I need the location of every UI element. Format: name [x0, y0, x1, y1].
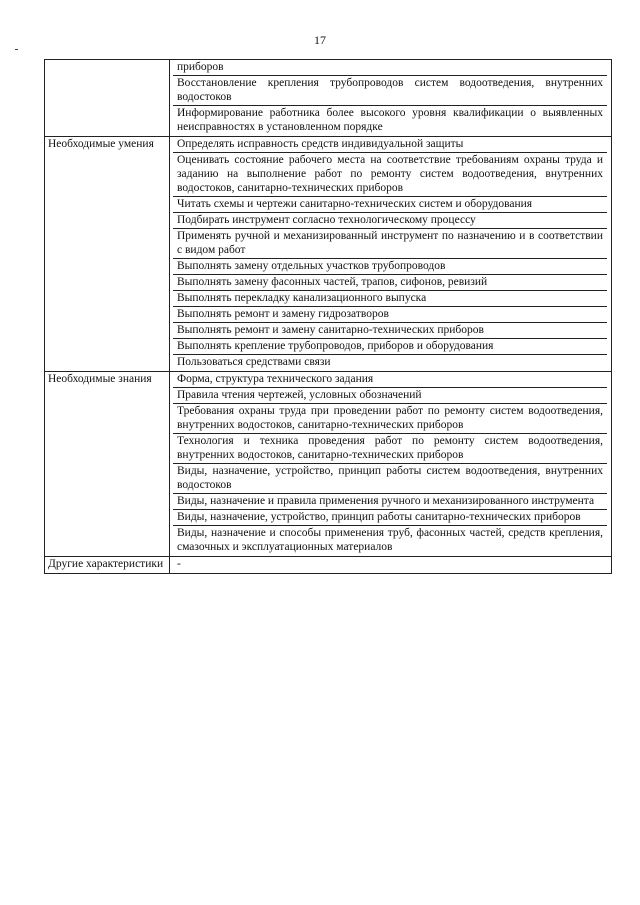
row-label: Необходимые умения [45, 137, 170, 372]
list-item: Выполнять замену фасонных частей, трапов, сифонов, ревизий [173, 274, 607, 290]
list-item: Выполнять замену отдельных участков трубопроводов [173, 258, 607, 274]
scan-mark [15, 49, 18, 50]
list-item: Выполнять крепление трубопроводов, приборов и оборудования [173, 338, 607, 354]
list-item: Технология и техника проведения работ по ремонту систем водоотведения, внутренних водостоков, санитарно-технических приборов [173, 433, 607, 463]
list-item: Выполнять перекладку канализационного выпуска [173, 290, 607, 306]
table-row [45, 60, 612, 137]
row-label [45, 60, 170, 137]
table-row [45, 137, 612, 372]
list-item: Информирование работника более высокого уровня квалификации о выявленных неисправностях в установленном порядке [173, 105, 607, 135]
list-item: Читать схемы и чертежи санитарно-технических систем и оборудования [173, 196, 607, 212]
list-item: Пользоваться средствами связи [173, 354, 607, 370]
list-item: Применять ручной и механизированный инструмент по назначению и в соответствии с видом работ [173, 228, 607, 258]
list-item: Подбирать инструмент согласно технологическому процессу [173, 212, 607, 228]
row-items [170, 372, 612, 557]
list-item: Оценивать состояние рабочего места на соответствие требованиям охраны труда и заданию на выполнение работ по ремонту систем водоотведения, внутренних водостоков, санитарно-технических приборов [173, 152, 607, 196]
list-item: Определять исправность средств индивидуальной защиты [177, 138, 464, 150]
row-items [170, 137, 612, 372]
list-item: Выполнять ремонт и замену гидрозатворов [173, 306, 607, 322]
list-item: приборов [177, 61, 224, 73]
page-number: 17 [314, 33, 326, 47]
list-item: Выполнять ремонт и замену санитарно-технических приборов [173, 322, 607, 338]
list-item: Виды, назначение и правила применения ручного и механизированного инструмента [173, 493, 607, 509]
row-items [170, 60, 612, 137]
list-item: Восстановление крепления трубопроводов систем водоотведения, внутренних водостоков [173, 75, 607, 105]
competency-table [44, 59, 612, 574]
table-row [45, 372, 612, 557]
table-row [45, 557, 612, 574]
list-item: - [177, 558, 181, 570]
list-item: Виды, назначение, устройство, принцип работы санитарно-технических приборов [173, 509, 607, 525]
row-items [170, 557, 612, 574]
list-item: Правила чтения чертежей, условных обозначений [173, 387, 607, 403]
list-item: Виды, назначение, устройство, принцип работы систем водоотведения, внутренних водостоков [173, 463, 607, 493]
row-label: Другие характеристики [45, 557, 170, 574]
row-label: Необходимые знания [45, 372, 170, 557]
list-item: Требования охраны труда при проведении работ по ремонту систем водоотведения, внутренних водостоков, санитарно-технических приборов [173, 403, 607, 433]
list-item: Виды, назначение и способы применения труб, фасонных частей, средств крепления, смазочных и эксплуатационных материалов [173, 525, 607, 555]
list-item: Форма, структура технического задания [177, 373, 374, 385]
